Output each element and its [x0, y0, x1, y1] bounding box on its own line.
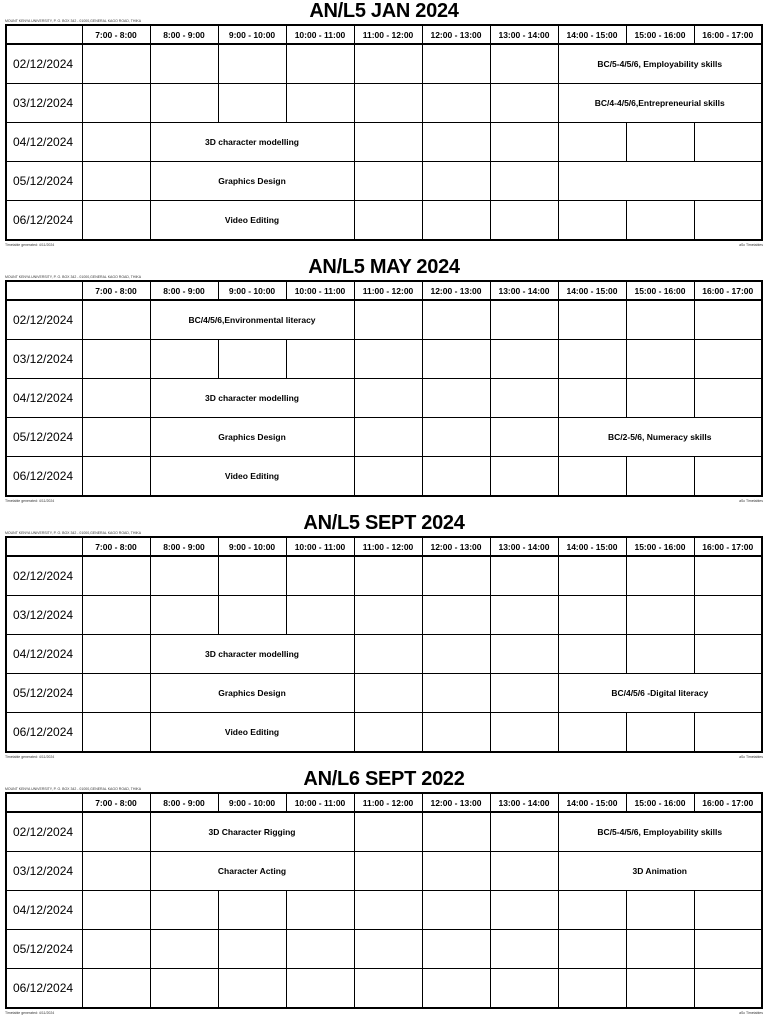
time-slot-header: 15:00 - 16:00 [626, 25, 694, 44]
time-slot-header: 11:00 - 12:00 [354, 537, 422, 556]
empty-slot [354, 300, 422, 340]
timetable-title: AN/L5 SEPT 2024 [303, 512, 465, 534]
empty-slot [422, 201, 490, 241]
empty-slot [82, 300, 150, 340]
empty-slot [422, 300, 490, 340]
empty-slot [354, 556, 422, 596]
time-slot-header: 13:00 - 14:00 [490, 793, 558, 812]
header-row [6, 793, 762, 812]
empty-slot [286, 44, 354, 84]
institution-note: MOUNT KENYA UNIVERSITY, P. O. BOX 342 - 01000,GENERAL KAGO ROAD, THIKA [5, 531, 142, 535]
empty-slot [286, 340, 354, 379]
institution-note: MOUNT KENYA UNIVERSITY, P. O. BOX 342 - 01000,GENERAL KAGO ROAD, THIKA [5, 19, 142, 23]
timetable-block [5, 768, 763, 1024]
empty-slot [286, 84, 354, 123]
empty-slot [354, 713, 422, 753]
empty-slot [354, 340, 422, 379]
time-slot-header: 16:00 - 17:00 [694, 25, 762, 44]
empty-slot [626, 713, 694, 753]
time-slot-header: 9:00 - 10:00 [218, 25, 286, 44]
class-session: 3D character modelling [150, 123, 354, 162]
empty-slot [490, 930, 558, 969]
empty-slot [422, 891, 490, 930]
empty-slot [490, 556, 558, 596]
empty-slot [218, 340, 286, 379]
empty-slot [422, 852, 490, 891]
time-slot-header: 12:00 - 13:00 [422, 25, 490, 44]
empty-slot [626, 969, 694, 1009]
row-date: 04/12/2024 [6, 379, 82, 418]
timetable-title: AN/L6 SEPT 2022 [303, 768, 465, 790]
time-slot-header: 8:00 - 9:00 [150, 25, 218, 44]
class-session: BC/5-4/5/6, Employability skills [558, 812, 762, 852]
empty-slot [286, 891, 354, 930]
empty-slot [354, 930, 422, 969]
empty-slot [422, 556, 490, 596]
empty-slot [82, 201, 150, 241]
header-row [6, 25, 762, 44]
time-slot-header: 8:00 - 9:00 [150, 281, 218, 300]
empty-slot [558, 201, 626, 241]
footer-generated-note: Timetable generated: 4/11/2024 [5, 243, 55, 247]
row-date: 06/12/2024 [6, 713, 82, 753]
empty-slot [286, 930, 354, 969]
empty-slot [626, 596, 694, 635]
row-date: 03/12/2024 [6, 596, 82, 635]
empty-slot [490, 300, 558, 340]
empty-slot [354, 457, 422, 497]
table-row [6, 556, 762, 596]
table-row [6, 674, 762, 713]
empty-slot [354, 596, 422, 635]
empty-slot [354, 162, 422, 201]
table-row [6, 418, 762, 457]
row-date: 03/12/2024 [6, 84, 82, 123]
empty-slot [422, 418, 490, 457]
empty-slot [82, 556, 150, 596]
empty-slot [286, 969, 354, 1009]
empty-slot [558, 891, 626, 930]
empty-slot [354, 891, 422, 930]
empty-slot [694, 300, 762, 340]
table-row [6, 123, 762, 162]
time-slot-header: 13:00 - 14:00 [490, 25, 558, 44]
empty-slot [558, 300, 626, 340]
empty-slot [150, 44, 218, 84]
empty-slot [422, 713, 490, 753]
timetable-grid [5, 792, 763, 1009]
empty-slot [490, 852, 558, 891]
time-slot-header: 14:00 - 15:00 [558, 281, 626, 300]
empty-slot [82, 891, 150, 930]
empty-slot [354, 201, 422, 241]
empty-slot [286, 596, 354, 635]
empty-slot [82, 969, 150, 1009]
corner-header [6, 793, 82, 812]
time-slot-header: 13:00 - 14:00 [490, 281, 558, 300]
empty-slot [218, 930, 286, 969]
time-slot-header: 13:00 - 14:00 [490, 537, 558, 556]
time-slot-header: 10:00 - 11:00 [286, 537, 354, 556]
time-slot-header: 9:00 - 10:00 [218, 281, 286, 300]
empty-slot [354, 969, 422, 1009]
empty-slot [422, 596, 490, 635]
time-slot-header: 15:00 - 16:00 [626, 537, 694, 556]
time-slot-header: 11:00 - 12:00 [354, 793, 422, 812]
empty-slot [422, 44, 490, 84]
empty-slot [82, 812, 150, 852]
time-slot-header: 15:00 - 16:00 [626, 281, 694, 300]
empty-slot [694, 123, 762, 162]
row-date: 05/12/2024 [6, 162, 82, 201]
table-row [6, 812, 762, 852]
time-slot-header: 10:00 - 11:00 [286, 25, 354, 44]
class-session: 3D Character Rigging [150, 812, 354, 852]
empty-slot [354, 852, 422, 891]
empty-slot [218, 891, 286, 930]
empty-slot [150, 930, 218, 969]
empty-slot [150, 891, 218, 930]
empty-slot [82, 340, 150, 379]
empty-slot [422, 379, 490, 418]
time-slot-header: 9:00 - 10:00 [218, 793, 286, 812]
empty-slot [490, 123, 558, 162]
empty-slot [626, 201, 694, 241]
table-row [6, 340, 762, 379]
empty-slot [422, 457, 490, 497]
row-date: 02/12/2024 [6, 44, 82, 84]
empty-slot [558, 162, 762, 201]
table-row [6, 379, 762, 418]
empty-slot [82, 84, 150, 123]
class-session: 3D character modelling [150, 635, 354, 674]
row-date: 05/12/2024 [6, 674, 82, 713]
row-date: 02/12/2024 [6, 812, 82, 852]
empty-slot [694, 340, 762, 379]
class-session: BC/4/5/6,Environmental literacy [150, 300, 354, 340]
row-date: 05/12/2024 [6, 930, 82, 969]
footer-software-note: aSc Timetables [739, 243, 763, 247]
table-row [6, 457, 762, 497]
table-row [6, 969, 762, 1009]
empty-slot [422, 84, 490, 123]
empty-slot [422, 162, 490, 201]
class-session: 3D character modelling [150, 379, 354, 418]
empty-slot [490, 340, 558, 379]
timetable-title: AN/L5 JAN 2024 [309, 0, 459, 22]
timetable-block [5, 256, 763, 512]
empty-slot [218, 556, 286, 596]
empty-slot [694, 713, 762, 753]
table-row [6, 596, 762, 635]
table-row [6, 635, 762, 674]
empty-slot [626, 556, 694, 596]
table-row [6, 44, 762, 84]
row-date: 04/12/2024 [6, 635, 82, 674]
time-slot-header: 14:00 - 15:00 [558, 793, 626, 812]
table-row [6, 852, 762, 891]
class-session: Video Editing [150, 457, 354, 497]
row-date: 03/12/2024 [6, 852, 82, 891]
row-date: 03/12/2024 [6, 340, 82, 379]
row-date: 04/12/2024 [6, 891, 82, 930]
time-slot-header: 7:00 - 8:00 [82, 25, 150, 44]
time-slot-header: 7:00 - 8:00 [82, 537, 150, 556]
empty-slot [82, 930, 150, 969]
empty-slot [490, 674, 558, 713]
empty-slot [218, 969, 286, 1009]
empty-slot [490, 201, 558, 241]
empty-slot [694, 201, 762, 241]
empty-slot [354, 418, 422, 457]
empty-slot [354, 84, 422, 123]
footer-generated-note: Timetable generated: 4/11/2024 [5, 755, 55, 759]
empty-slot [150, 969, 218, 1009]
row-date: 04/12/2024 [6, 123, 82, 162]
institution-note: MOUNT KENYA UNIVERSITY, P. O. BOX 342 - 01000,GENERAL KAGO ROAD, THIKA [5, 787, 142, 791]
timetable-grid [5, 536, 763, 753]
empty-slot [150, 340, 218, 379]
class-session: Graphics Design [150, 418, 354, 457]
empty-slot [82, 596, 150, 635]
class-session: Video Editing [150, 713, 354, 753]
empty-slot [626, 930, 694, 969]
class-session: Graphics Design [150, 674, 354, 713]
empty-slot [558, 556, 626, 596]
empty-slot [354, 44, 422, 84]
row-date: 02/12/2024 [6, 556, 82, 596]
empty-slot [490, 635, 558, 674]
class-session: BC/2-5/6, Numeracy skills [558, 418, 762, 457]
empty-slot [558, 457, 626, 497]
empty-slot [558, 635, 626, 674]
empty-slot [218, 44, 286, 84]
empty-slot [626, 635, 694, 674]
empty-slot [626, 379, 694, 418]
empty-slot [82, 674, 150, 713]
empty-slot [82, 418, 150, 457]
empty-slot [354, 812, 422, 852]
row-date: 06/12/2024 [6, 201, 82, 241]
time-slot-header: 14:00 - 15:00 [558, 25, 626, 44]
empty-slot [150, 84, 218, 123]
empty-slot [694, 556, 762, 596]
empty-slot [354, 123, 422, 162]
footer-software-note: aSc Timetables [739, 1011, 763, 1015]
empty-slot [558, 713, 626, 753]
class-session: 3D Animation [558, 852, 762, 891]
empty-slot [626, 340, 694, 379]
time-slot-header: 15:00 - 16:00 [626, 793, 694, 812]
row-date: 06/12/2024 [6, 969, 82, 1009]
empty-slot [286, 556, 354, 596]
time-slot-header: 11:00 - 12:00 [354, 25, 422, 44]
row-date: 02/12/2024 [6, 300, 82, 340]
institution-note: MOUNT KENYA UNIVERSITY, P. O. BOX 342 - 01000,GENERAL KAGO ROAD, THIKA [5, 275, 142, 279]
table-row [6, 84, 762, 123]
empty-slot [422, 930, 490, 969]
corner-header [6, 281, 82, 300]
timetable-title: AN/L5 MAY 2024 [308, 256, 460, 278]
empty-slot [422, 969, 490, 1009]
table-row [6, 300, 762, 340]
empty-slot [490, 891, 558, 930]
time-slot-header: 10:00 - 11:00 [286, 281, 354, 300]
time-slot-header: 12:00 - 13:00 [422, 537, 490, 556]
empty-slot [694, 969, 762, 1009]
empty-slot [218, 596, 286, 635]
empty-slot [82, 379, 150, 418]
class-session: BC/4-4/5/6,Entrepreneurial skills [558, 84, 762, 123]
header-row [6, 537, 762, 556]
empty-slot [558, 930, 626, 969]
empty-slot [558, 379, 626, 418]
empty-slot [82, 713, 150, 753]
empty-slot [422, 674, 490, 713]
empty-slot [82, 635, 150, 674]
empty-slot [626, 300, 694, 340]
empty-slot [150, 556, 218, 596]
empty-slot [422, 340, 490, 379]
empty-slot [354, 635, 422, 674]
empty-slot [82, 852, 150, 891]
corner-header [6, 537, 82, 556]
empty-slot [422, 635, 490, 674]
empty-slot [558, 340, 626, 379]
empty-slot [558, 123, 626, 162]
timetable-block [5, 0, 763, 256]
empty-slot [626, 457, 694, 497]
timetable-block [5, 512, 763, 768]
empty-slot [490, 379, 558, 418]
class-session: BC/4/5/6 -Digital literacy [558, 674, 762, 713]
empty-slot [490, 84, 558, 123]
empty-slot [694, 596, 762, 635]
empty-slot [82, 44, 150, 84]
empty-slot [490, 162, 558, 201]
time-slot-header: 7:00 - 8:00 [82, 793, 150, 812]
timetable-grid [5, 280, 763, 497]
footer-generated-note: Timetable generated: 4/11/2024 [5, 499, 55, 503]
empty-slot [490, 713, 558, 753]
time-slot-header: 8:00 - 9:00 [150, 537, 218, 556]
timetable-grid [5, 24, 763, 241]
class-session: BC/5-4/5/6, Employability skills [558, 44, 762, 84]
empty-slot [490, 596, 558, 635]
empty-slot [354, 379, 422, 418]
empty-slot [354, 674, 422, 713]
table-row [6, 162, 762, 201]
empty-slot [694, 635, 762, 674]
empty-slot [490, 969, 558, 1009]
time-slot-header: 10:00 - 11:00 [286, 793, 354, 812]
row-date: 05/12/2024 [6, 418, 82, 457]
time-slot-header: 9:00 - 10:00 [218, 537, 286, 556]
class-session: Character Acting [150, 852, 354, 891]
empty-slot [694, 930, 762, 969]
empty-slot [422, 123, 490, 162]
empty-slot [150, 596, 218, 635]
time-slot-header: 8:00 - 9:00 [150, 793, 218, 812]
class-session: Video Editing [150, 201, 354, 241]
empty-slot [82, 123, 150, 162]
time-slot-header: 16:00 - 17:00 [694, 281, 762, 300]
time-slot-header: 12:00 - 13:00 [422, 793, 490, 812]
table-row [6, 930, 762, 969]
empty-slot [218, 84, 286, 123]
empty-slot [694, 457, 762, 497]
time-slot-header: 16:00 - 17:00 [694, 537, 762, 556]
empty-slot [422, 812, 490, 852]
empty-slot [626, 891, 694, 930]
empty-slot [558, 969, 626, 1009]
empty-slot [626, 123, 694, 162]
empty-slot [82, 162, 150, 201]
table-row [6, 201, 762, 241]
empty-slot [82, 457, 150, 497]
empty-slot [694, 891, 762, 930]
footer-generated-note: Timetable generated: 4/11/2024 [5, 1011, 55, 1015]
class-session: Graphics Design [150, 162, 354, 201]
empty-slot [558, 596, 626, 635]
empty-slot [490, 812, 558, 852]
footer-software-note: aSc Timetables [739, 499, 763, 503]
time-slot-header: 7:00 - 8:00 [82, 281, 150, 300]
time-slot-header: 12:00 - 13:00 [422, 281, 490, 300]
time-slot-header: 16:00 - 17:00 [694, 793, 762, 812]
header-row [6, 281, 762, 300]
table-row [6, 713, 762, 753]
corner-header [6, 25, 82, 44]
footer-software-note: aSc Timetables [739, 755, 763, 759]
table-row [6, 891, 762, 930]
empty-slot [490, 457, 558, 497]
time-slot-header: 14:00 - 15:00 [558, 537, 626, 556]
empty-slot [490, 44, 558, 84]
empty-slot [490, 418, 558, 457]
row-date: 06/12/2024 [6, 457, 82, 497]
time-slot-header: 11:00 - 12:00 [354, 281, 422, 300]
empty-slot [694, 379, 762, 418]
